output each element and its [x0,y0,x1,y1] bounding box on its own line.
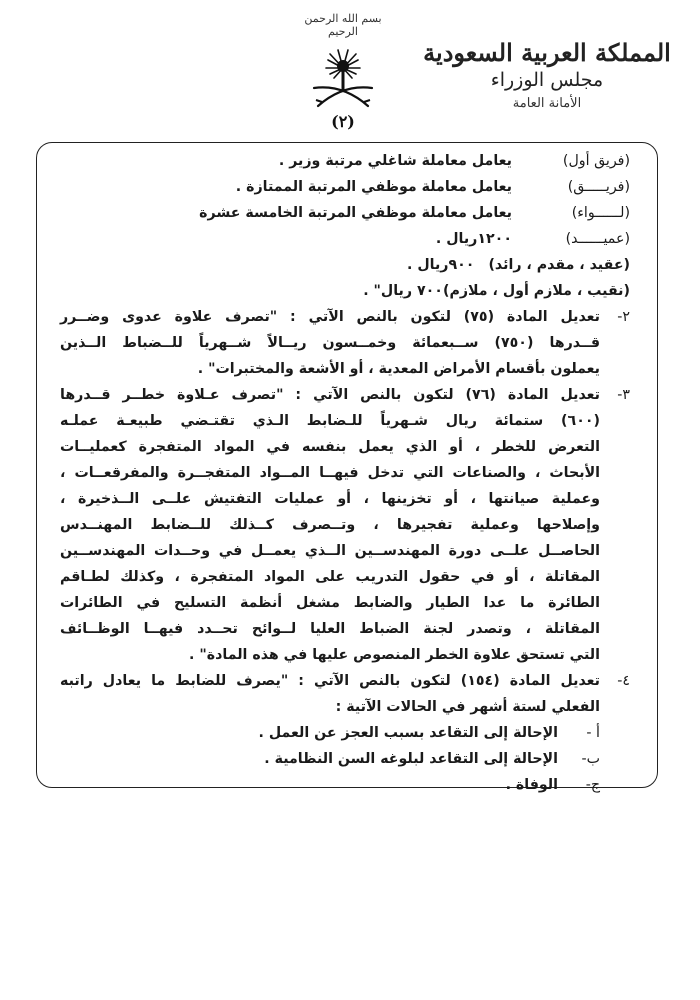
rank-value: يعامل معاملة موظفي المرتبة الخامسة عشرة [199,205,512,221]
sub-item-text: الوفاة . [505,777,558,793]
text-line: الحاصــل علــى دورة المهندســين الــذي يعمــل في وحــدات المهندســين [60,543,600,559]
sub-item [60,772,600,798]
document-body [60,148,630,798]
kingdom-name: المملكة العربية السعودية [423,38,671,67]
amendment-item [60,304,630,382]
rank-row [60,226,630,252]
sub-item-letter: ج- [585,777,600,793]
letterhead [0,0,700,140]
sub-item [60,746,600,772]
rank-label: (نقيب ، ملازم أول ، ملازم) [442,283,630,299]
rank-label: (فريق أول) [562,153,630,169]
text-line: (٦٠٠) ستمائة ريال شـهرياً للـضابط الـذي تقتـضي طبيعـة عملـه [60,413,600,429]
amendment-item [60,668,630,798]
issuer-block [412,38,682,114]
rank-value: ٧٠٠ ريال" . [363,283,443,299]
rank-label: (لــــــواء) [571,205,630,221]
rank-label: (فريـــــق) [567,179,630,195]
basmala-text: بسم الله الرحمن الرحيم [304,12,382,38]
text-line: المقاتلة ، أو في حقول التدريب على المواد المتفجرة ، وكذلك لطـاقم [60,569,600,585]
council-name: مجلس الوزراء [490,69,604,91]
rank-row [60,200,630,226]
rank-label: (عميــــــد) [565,231,630,247]
saudi-emblem-icon [308,48,378,110]
rank-list [60,148,630,304]
text-line: الطائرة ما عدا الطيار والضابط مشغل أنظمة التسليح في الطائرات [60,595,600,611]
text-line: يعملون بأقسام الأمراض المعدية ، أو الأشعة والمختبرات" . [197,361,600,377]
page-number: (٢) [331,112,355,131]
rank-row [60,252,630,278]
sub-item-text: الإحالة إلى التقاعد بسبب العجز عن العمل . [258,725,558,741]
text-line: تعديل المادة (٧٥) لتكون بالنص الآتي : "تصرف علاوة عدوى وضــرر [60,309,600,325]
rank-value: يعامل معاملة شاغلي مرتبة وزير . [278,153,512,169]
item-number: ٣- [617,387,630,403]
item-number: ٤- [617,673,630,689]
item-text [60,304,600,382]
text-line: الفعلي لستة أشهر في الحالات الآتية : [335,699,600,715]
amendment-item [60,382,630,668]
text-line: المقاتلة ، وتصدر لجنة الضباط العليا لــوائح تحــدد فيهــا الوظــائف [60,621,600,637]
sub-item-letter: ب- [581,751,600,767]
item-number: ٢- [617,309,630,325]
rank-label: (عقيد ، مقدم ، رائد) [488,257,630,273]
text-line: تعديل المادة (١٥٤) لتكون بالنص الآتي : "يصرف للضابط ما يعادل راتبه [60,673,600,689]
text-line: التي تستحق علاوة الخطر المنصوص عليها في هذه المادة" . [188,647,600,663]
rank-row [60,148,630,174]
item-text [60,382,600,668]
rank-row [60,174,630,200]
secretariat-name: الأمانة العامة [512,96,582,111]
text-line: تعديل المادة (٧٦) لتكون بالنص الآتي : "تصرف عـلاوة خطــر قــدرها [60,387,600,403]
sub-item [60,720,600,746]
sub-item-letter: أ - [586,725,600,741]
text-line: الأبحاث ، والصناعات التي تدخل فيهــا المــواد المتفجــرة والمفرقعــات ، [60,465,600,481]
rank-value: ٩٠٠ريال . [407,257,475,273]
text-line: وإصلاحها وعملية تفجيرها ، وتــصرف كــذلك للــضابط المهنــدس [60,517,600,533]
text-line: قــدرها (٧٥٠) ســبعمائة وخمــسون ريــالاً شــهرياً للــضباط الــذين [60,335,600,351]
text-line: وعملية صيانتها ، أو تخزينها ، أو عمليات التفتيش علــى الــذخيرة ، [60,491,600,507]
item-text [60,668,600,798]
sub-item-text: الإحالة إلى التقاعد لبلوغه السن النظامية . [264,751,558,767]
text-line: التعرض للخطر ، أو الذي يعمل بنفسه في المواد المتفجرة كعمليــات [60,439,600,455]
rank-value: يعامل معاملة موظفي المرتبة الممتازة . [235,179,512,195]
rank-row [60,278,630,304]
rank-value: ١٢٠٠ريال . [435,231,512,247]
